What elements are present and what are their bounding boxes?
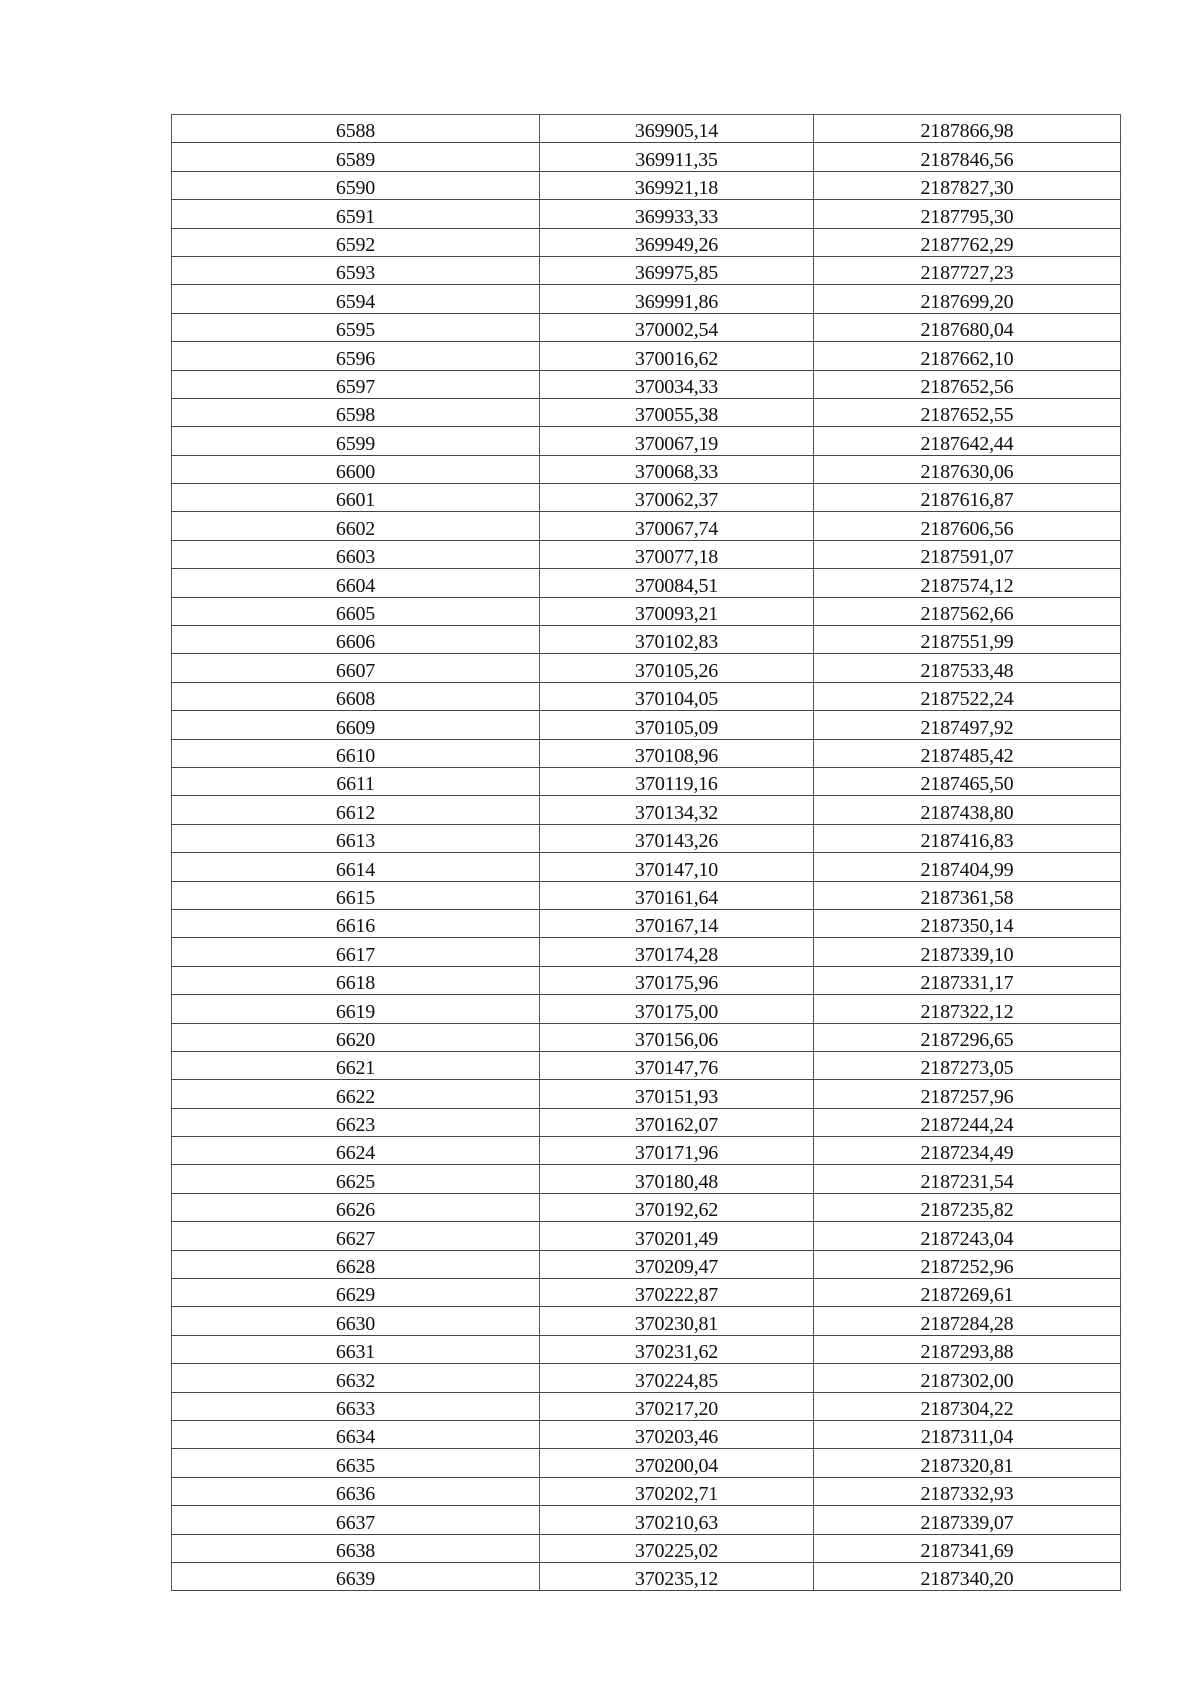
y-coordinate-cell: 2187339,10 <box>814 938 1121 966</box>
table-row <box>172 427 1121 455</box>
x-coordinate-cell: 370068,33 <box>540 455 814 483</box>
point-number-cell: 6589 <box>172 143 540 171</box>
x-coordinate-cell: 370077,18 <box>540 540 814 568</box>
point-number-cell: 6623 <box>172 1108 540 1136</box>
table-row <box>172 654 1121 682</box>
x-coordinate-cell: 370180,48 <box>540 1165 814 1193</box>
table-row <box>172 682 1121 710</box>
x-coordinate-cell: 369933,33 <box>540 200 814 228</box>
point-number-cell: 6622 <box>172 1080 540 1108</box>
y-coordinate-cell: 2187284,28 <box>814 1307 1121 1335</box>
point-number-cell: 6605 <box>172 597 540 625</box>
table-row <box>172 597 1121 625</box>
table-row <box>172 228 1121 256</box>
point-number-cell: 6591 <box>172 200 540 228</box>
x-coordinate-cell: 370084,51 <box>540 569 814 597</box>
table-row <box>172 711 1121 739</box>
x-coordinate-cell: 370002,54 <box>540 313 814 341</box>
x-coordinate-cell: 370161,64 <box>540 881 814 909</box>
table-row <box>172 966 1121 994</box>
point-number-cell: 6626 <box>172 1193 540 1221</box>
y-coordinate-cell: 2187574,12 <box>814 569 1121 597</box>
table-row <box>172 115 1121 143</box>
coordinates-table <box>171 114 1121 1591</box>
y-coordinate-cell: 2187350,14 <box>814 909 1121 937</box>
table-row <box>172 1108 1121 1136</box>
table-row <box>172 1364 1121 1392</box>
point-number-cell: 6609 <box>172 711 540 739</box>
point-number-cell: 6595 <box>172 313 540 341</box>
table-row <box>172 455 1121 483</box>
y-coordinate-cell: 2187727,23 <box>814 256 1121 284</box>
point-number-cell: 6608 <box>172 682 540 710</box>
x-coordinate-cell: 370222,87 <box>540 1279 814 1307</box>
y-coordinate-cell: 2187244,24 <box>814 1108 1121 1136</box>
x-coordinate-cell: 370055,38 <box>540 398 814 426</box>
table-row <box>172 853 1121 881</box>
point-number-cell: 6597 <box>172 370 540 398</box>
point-number-cell: 6615 <box>172 881 540 909</box>
x-coordinate-cell: 370162,07 <box>540 1108 814 1136</box>
y-coordinate-cell: 2187662,10 <box>814 342 1121 370</box>
x-coordinate-cell: 370209,47 <box>540 1250 814 1278</box>
x-coordinate-cell: 370105,09 <box>540 711 814 739</box>
coordinates-table-body <box>172 115 1121 1591</box>
y-coordinate-cell: 2187699,20 <box>814 285 1121 313</box>
y-coordinate-cell: 2187522,24 <box>814 682 1121 710</box>
table-row <box>172 342 1121 370</box>
table-row <box>172 1420 1121 1448</box>
y-coordinate-cell: 2187235,82 <box>814 1193 1121 1221</box>
x-coordinate-cell: 369949,26 <box>540 228 814 256</box>
x-coordinate-cell: 370105,26 <box>540 654 814 682</box>
table-row <box>172 1534 1121 1562</box>
point-number-cell: 6637 <box>172 1506 540 1534</box>
table-row <box>172 1165 1121 1193</box>
y-coordinate-cell: 2187322,12 <box>814 995 1121 1023</box>
y-coordinate-cell: 2187642,44 <box>814 427 1121 455</box>
table-row <box>172 739 1121 767</box>
x-coordinate-cell: 370093,21 <box>540 597 814 625</box>
point-number-cell: 6601 <box>172 484 540 512</box>
y-coordinate-cell: 2187231,54 <box>814 1165 1121 1193</box>
y-coordinate-cell: 2187331,17 <box>814 966 1121 994</box>
y-coordinate-cell: 2187269,61 <box>814 1279 1121 1307</box>
table-row <box>172 313 1121 341</box>
point-number-cell: 6628 <box>172 1250 540 1278</box>
y-coordinate-cell: 2187252,96 <box>814 1250 1121 1278</box>
y-coordinate-cell: 2187404,99 <box>814 853 1121 881</box>
y-coordinate-cell: 2187243,04 <box>814 1222 1121 1250</box>
y-coordinate-cell: 2187762,29 <box>814 228 1121 256</box>
x-coordinate-cell: 370147,76 <box>540 1051 814 1079</box>
x-coordinate-cell: 370175,00 <box>540 995 814 1023</box>
point-number-cell: 6619 <box>172 995 540 1023</box>
point-number-cell: 6600 <box>172 455 540 483</box>
point-number-cell: 6613 <box>172 824 540 852</box>
x-coordinate-cell: 370016,62 <box>540 342 814 370</box>
point-number-cell: 6627 <box>172 1222 540 1250</box>
x-coordinate-cell: 370067,74 <box>540 512 814 540</box>
table-row <box>172 824 1121 852</box>
point-number-cell: 6592 <box>172 228 540 256</box>
point-number-cell: 6634 <box>172 1420 540 1448</box>
point-number-cell: 6625 <box>172 1165 540 1193</box>
point-number-cell: 6599 <box>172 427 540 455</box>
table-row <box>172 909 1121 937</box>
point-number-cell: 6598 <box>172 398 540 426</box>
x-coordinate-cell: 370167,14 <box>540 909 814 937</box>
x-coordinate-cell: 370134,32 <box>540 796 814 824</box>
x-coordinate-cell: 370108,96 <box>540 739 814 767</box>
y-coordinate-cell: 2187416,83 <box>814 824 1121 852</box>
x-coordinate-cell: 370202,71 <box>540 1477 814 1505</box>
x-coordinate-cell: 370231,62 <box>540 1335 814 1363</box>
table-row <box>172 1080 1121 1108</box>
table-row <box>172 1222 1121 1250</box>
point-number-cell: 6638 <box>172 1534 540 1562</box>
x-coordinate-cell: 370225,02 <box>540 1534 814 1562</box>
y-coordinate-cell: 2187332,93 <box>814 1477 1121 1505</box>
table-row <box>172 1193 1121 1221</box>
table-row <box>172 1137 1121 1165</box>
table-row <box>172 938 1121 966</box>
table-row <box>172 171 1121 199</box>
y-coordinate-cell: 2187340,20 <box>814 1562 1121 1590</box>
x-coordinate-cell: 369991,86 <box>540 285 814 313</box>
y-coordinate-cell: 2187616,87 <box>814 484 1121 512</box>
x-coordinate-cell: 370235,12 <box>540 1562 814 1590</box>
x-coordinate-cell: 370230,81 <box>540 1307 814 1335</box>
table-row <box>172 626 1121 654</box>
x-coordinate-cell: 370143,26 <box>540 824 814 852</box>
y-coordinate-cell: 2187339,07 <box>814 1506 1121 1534</box>
y-coordinate-cell: 2187296,65 <box>814 1023 1121 1051</box>
point-number-cell: 6618 <box>172 966 540 994</box>
y-coordinate-cell: 2187293,88 <box>814 1335 1121 1363</box>
point-number-cell: 6596 <box>172 342 540 370</box>
y-coordinate-cell: 2187846,56 <box>814 143 1121 171</box>
y-coordinate-cell: 2187304,22 <box>814 1392 1121 1420</box>
y-coordinate-cell: 2187438,80 <box>814 796 1121 824</box>
table-row <box>172 512 1121 540</box>
point-number-cell: 6602 <box>172 512 540 540</box>
point-number-cell: 6635 <box>172 1449 540 1477</box>
point-number-cell: 6631 <box>172 1335 540 1363</box>
point-number-cell: 6593 <box>172 256 540 284</box>
point-number-cell: 6588 <box>172 115 540 143</box>
y-coordinate-cell: 2187606,56 <box>814 512 1121 540</box>
point-number-cell: 6611 <box>172 767 540 795</box>
y-coordinate-cell: 2187591,07 <box>814 540 1121 568</box>
x-coordinate-cell: 369921,18 <box>540 171 814 199</box>
x-coordinate-cell: 370147,10 <box>540 853 814 881</box>
y-coordinate-cell: 2187827,30 <box>814 171 1121 199</box>
x-coordinate-cell: 370119,16 <box>540 767 814 795</box>
x-coordinate-cell: 370067,19 <box>540 427 814 455</box>
point-number-cell: 6624 <box>172 1137 540 1165</box>
point-number-cell: 6590 <box>172 171 540 199</box>
y-coordinate-cell: 2187551,99 <box>814 626 1121 654</box>
x-coordinate-cell: 369905,14 <box>540 115 814 143</box>
y-coordinate-cell: 2187234,49 <box>814 1137 1121 1165</box>
table-row <box>172 1335 1121 1363</box>
x-coordinate-cell: 370200,04 <box>540 1449 814 1477</box>
x-coordinate-cell: 370034,33 <box>540 370 814 398</box>
y-coordinate-cell: 2187652,55 <box>814 398 1121 426</box>
point-number-cell: 6603 <box>172 540 540 568</box>
table-row <box>172 256 1121 284</box>
x-coordinate-cell: 370224,85 <box>540 1364 814 1392</box>
x-coordinate-cell: 369911,35 <box>540 143 814 171</box>
point-number-cell: 6633 <box>172 1392 540 1420</box>
y-coordinate-cell: 2187630,06 <box>814 455 1121 483</box>
point-number-cell: 6620 <box>172 1023 540 1051</box>
table-row <box>172 484 1121 512</box>
y-coordinate-cell: 2187497,92 <box>814 711 1121 739</box>
x-coordinate-cell: 370175,96 <box>540 966 814 994</box>
table-row <box>172 285 1121 313</box>
table-row <box>172 1023 1121 1051</box>
table-row <box>172 796 1121 824</box>
table-row <box>172 881 1121 909</box>
table-row <box>172 1392 1121 1420</box>
point-number-cell: 6612 <box>172 796 540 824</box>
point-number-cell: 6621 <box>172 1051 540 1079</box>
y-coordinate-cell: 2187257,96 <box>814 1080 1121 1108</box>
point-number-cell: 6629 <box>172 1279 540 1307</box>
y-coordinate-cell: 2187273,05 <box>814 1051 1121 1079</box>
table-row <box>172 569 1121 597</box>
point-number-cell: 6636 <box>172 1477 540 1505</box>
x-coordinate-cell: 370210,63 <box>540 1506 814 1534</box>
y-coordinate-cell: 2187361,58 <box>814 881 1121 909</box>
x-coordinate-cell: 370104,05 <box>540 682 814 710</box>
y-coordinate-cell: 2187652,56 <box>814 370 1121 398</box>
table-row <box>172 1250 1121 1278</box>
x-coordinate-cell: 369975,85 <box>540 256 814 284</box>
table-row <box>172 767 1121 795</box>
point-number-cell: 6616 <box>172 909 540 937</box>
table-row <box>172 1477 1121 1505</box>
y-coordinate-cell: 2187795,30 <box>814 200 1121 228</box>
y-coordinate-cell: 2187320,81 <box>814 1449 1121 1477</box>
point-number-cell: 6639 <box>172 1562 540 1590</box>
table-row <box>172 995 1121 1023</box>
point-number-cell: 6630 <box>172 1307 540 1335</box>
y-coordinate-cell: 2187302,00 <box>814 1364 1121 1392</box>
x-coordinate-cell: 370062,37 <box>540 484 814 512</box>
point-number-cell: 6606 <box>172 626 540 654</box>
table-row <box>172 540 1121 568</box>
table-row <box>172 1279 1121 1307</box>
x-coordinate-cell: 370171,96 <box>540 1137 814 1165</box>
x-coordinate-cell: 370201,49 <box>540 1222 814 1250</box>
point-number-cell: 6614 <box>172 853 540 881</box>
table-row <box>172 370 1121 398</box>
table-row <box>172 1051 1121 1079</box>
x-coordinate-cell: 370151,93 <box>540 1080 814 1108</box>
table-row <box>172 1307 1121 1335</box>
table-row <box>172 1449 1121 1477</box>
table-row <box>172 1562 1121 1590</box>
x-coordinate-cell: 370192,62 <box>540 1193 814 1221</box>
y-coordinate-cell: 2187485,42 <box>814 739 1121 767</box>
x-coordinate-cell: 370102,83 <box>540 626 814 654</box>
table-row <box>172 143 1121 171</box>
x-coordinate-cell: 370203,46 <box>540 1420 814 1448</box>
y-coordinate-cell: 2187465,50 <box>814 767 1121 795</box>
point-number-cell: 6610 <box>172 739 540 767</box>
point-number-cell: 6607 <box>172 654 540 682</box>
table-row <box>172 1506 1121 1534</box>
y-coordinate-cell: 2187680,04 <box>814 313 1121 341</box>
x-coordinate-cell: 370217,20 <box>540 1392 814 1420</box>
table-row <box>172 398 1121 426</box>
y-coordinate-cell: 2187341,69 <box>814 1534 1121 1562</box>
point-number-cell: 6604 <box>172 569 540 597</box>
point-number-cell: 6594 <box>172 285 540 313</box>
table-row <box>172 200 1121 228</box>
y-coordinate-cell: 2187866,98 <box>814 115 1121 143</box>
y-coordinate-cell: 2187311,04 <box>814 1420 1121 1448</box>
x-coordinate-cell: 370174,28 <box>540 938 814 966</box>
y-coordinate-cell: 2187562,66 <box>814 597 1121 625</box>
point-number-cell: 6617 <box>172 938 540 966</box>
point-number-cell: 6632 <box>172 1364 540 1392</box>
x-coordinate-cell: 370156,06 <box>540 1023 814 1051</box>
y-coordinate-cell: 2187533,48 <box>814 654 1121 682</box>
